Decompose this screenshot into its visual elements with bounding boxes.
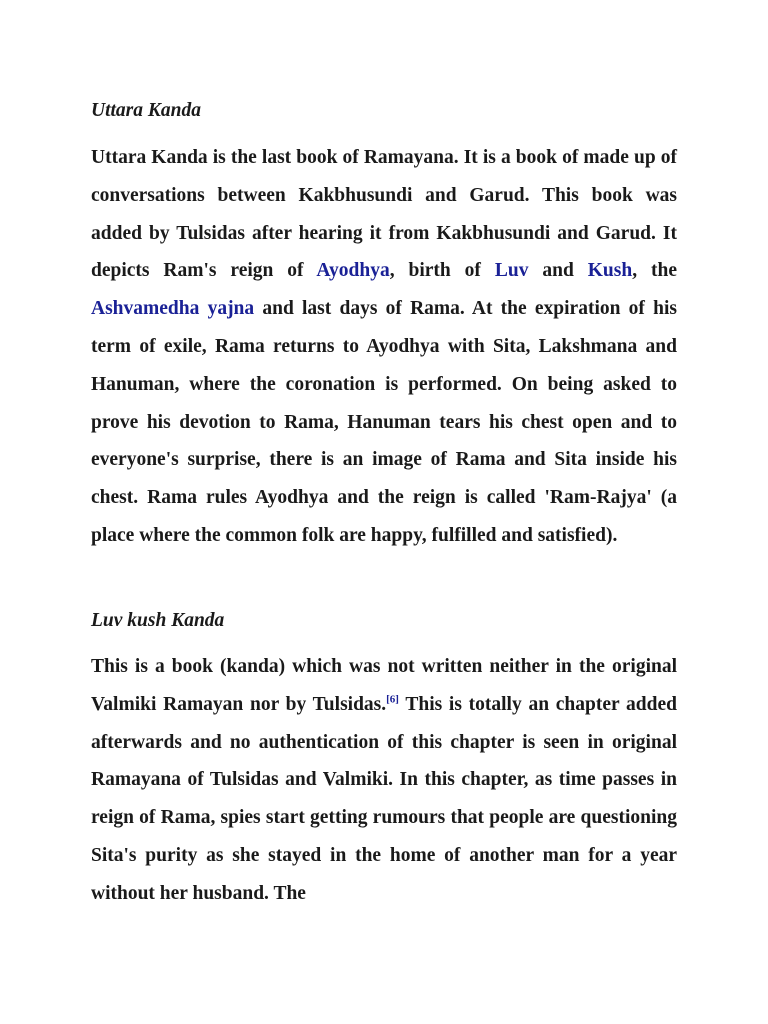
- luvkush-text-2: This is totally an chapter added afterwards and no authentication of this chapter is seen in original Ramayana of Tulsidas and Valmiki. In this chapter, as time passes in reign of Rama, spies start getting rumours that people are questioning Sita's purity as she stayed in the home of another man for a year without her husband. The: [91, 693, 677, 904]
- uttara-text-3: and: [528, 260, 588, 282]
- citation-6-link[interactable]: [6]: [386, 693, 399, 706]
- ashvamedha-yajna-link[interactable]: Ashvamedha yajna: [91, 298, 255, 320]
- uttara-kanda-paragraph: [91, 139, 677, 555]
- uttara-text-4: , the: [632, 260, 677, 282]
- uttara-text-5: and last days of Rama. At the expiration of his term of exile, Rama returns to Ayodhya with Sita, Lakshmana and Hanuman, where the coronation is performed. On being asked to prove his devotion to Rama, Hanuman tears his chest open and to everyone's surprise, there is an image of Rama and Sita inside his chest. Rama rules Ayodhya and the reign is called 'Ram-Rajya' (a place where the common folk are happy, fulfilled and satisfied).: [91, 298, 677, 546]
- luv-link[interactable]: Luv: [494, 260, 529, 282]
- uttara-text-2: , birth of: [389, 260, 495, 282]
- luvkush-text-1: This is a book (kanda) which was not written neither in the original Valmiki Ramayan nor by Tulsidas.: [91, 656, 677, 715]
- ayodhya-link[interactable]: Ayodhya: [316, 260, 390, 282]
- kush-link[interactable]: Kush: [587, 260, 633, 282]
- luv-kush-kanda-heading: Luv kush Kanda: [91, 610, 225, 631]
- luv-kush-kanda-paragraph: [91, 648, 677, 913]
- uttara-kanda-heading: Uttara Kanda: [91, 100, 201, 121]
- uttara-text-1: Uttara Kanda is the last book of Ramayana. It is a book of made up of conversations between Kakbhusundi and Garud. This book was added by Tulsidas after hearing it from Kakbhusundi and Garud. It depicts Ram's reign of: [91, 147, 677, 282]
